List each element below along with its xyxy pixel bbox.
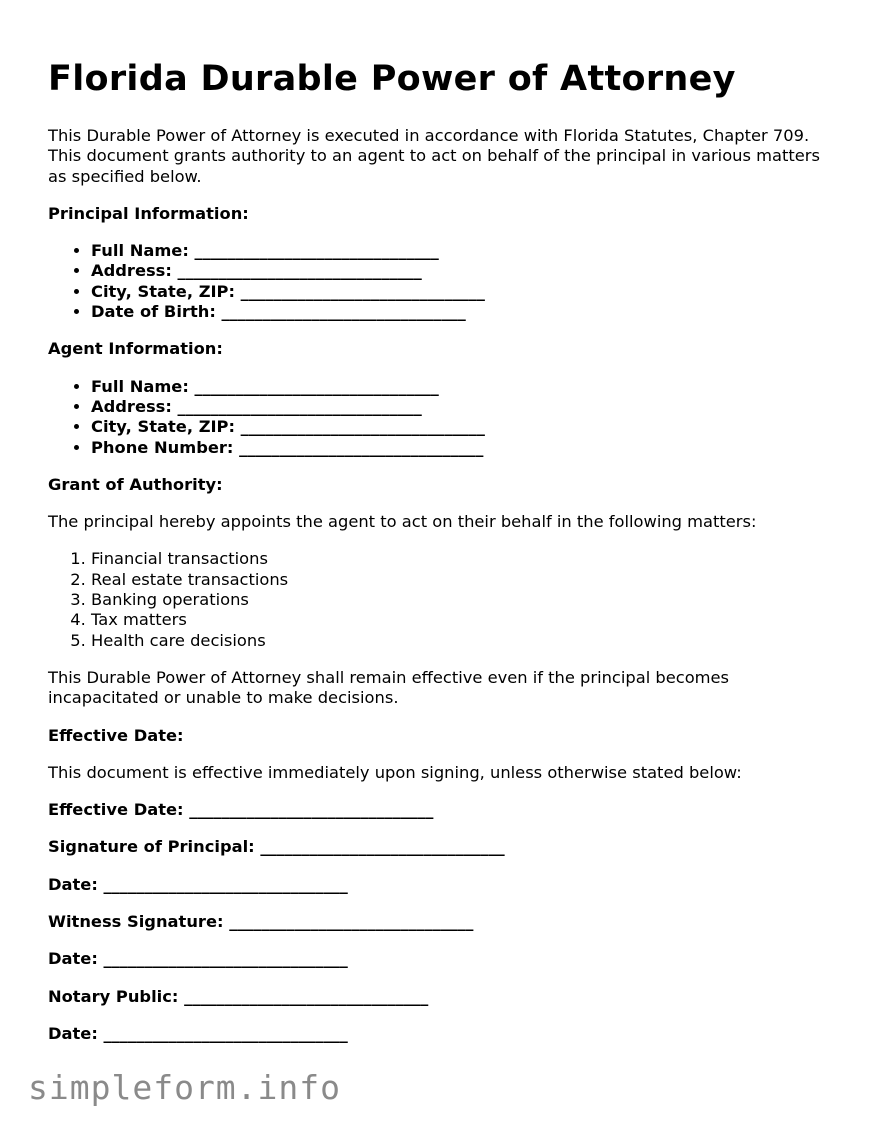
intro-paragraph: This Durable Power of Attorney is executed in accordance with Florida Statutes, Chapter 709. This document grants authority to an agent to act on behalf of the principal in various matters as specified below.	[48, 126, 820, 186]
effective-date-field[interactable]: Effective Date: ______________________________	[48, 800, 434, 820]
grant-text: The principal hereby appoints the agent to act on their behalf in the following matters:	[48, 512, 757, 532]
authority-list	[48, 549, 835, 650]
principal-address-field[interactable]: • Address: ______________________________	[91, 261, 835, 281]
notary-date-field[interactable]: Date: ______________________________	[48, 1023, 348, 1043]
effective-heading: Effective Date:	[48, 725, 184, 745]
principal-city-state-zip-field[interactable]: • City, State, ZIP: ______________________________	[91, 282, 835, 302]
authority-item: 2. Real estate transactions	[91, 570, 835, 590]
principal-sign-date-field[interactable]: Date: ______________________________	[48, 874, 348, 894]
principal-full-name-field[interactable]: • Full Name: ______________________________	[91, 241, 835, 261]
watermark: simpleform.info	[28, 1068, 342, 1107]
agent-fields	[48, 377, 835, 458]
durability-paragraph: This Durable Power of Attorney shall remain effective even if the principal becomes incapacitated or unable to make decisions.	[48, 667, 730, 708]
witness-date-field[interactable]: Date: ______________________________	[48, 949, 348, 969]
principal-dob-field[interactable]: • Date of Birth: ______________________________	[91, 302, 835, 322]
page-title: Florida Durable Power of Attorney	[48, 59, 736, 99]
agent-address-field[interactable]: • Address: ______________________________	[91, 397, 835, 417]
principal-heading: Principal Information:	[48, 203, 249, 223]
agent-city-state-zip-field[interactable]: • City, State, ZIP: ______________________________	[91, 417, 835, 437]
agent-full-name-field[interactable]: • Full Name: ______________________________	[91, 377, 835, 397]
principal-signature-field[interactable]: Signature of Principal: ______________________________	[48, 837, 505, 857]
principal-fields	[48, 241, 835, 322]
notary-public-field[interactable]: Notary Public: ______________________________	[48, 986, 429, 1006]
authority-item: 3. Banking operations	[91, 590, 835, 610]
effective-text: This document is effective immediately upon signing, unless otherwise stated below:	[48, 762, 742, 782]
grant-heading: Grant of Authority:	[48, 474, 223, 494]
authority-item: 5. Health care decisions	[91, 631, 835, 651]
authority-item: 4. Tax matters	[91, 610, 835, 630]
agent-heading: Agent Information:	[48, 339, 223, 359]
agent-phone-field[interactable]: • Phone Number: ______________________________	[91, 438, 835, 458]
witness-signature-field[interactable]: Witness Signature: ______________________________	[48, 912, 474, 932]
authority-item: 1. Financial transactions	[91, 549, 835, 569]
